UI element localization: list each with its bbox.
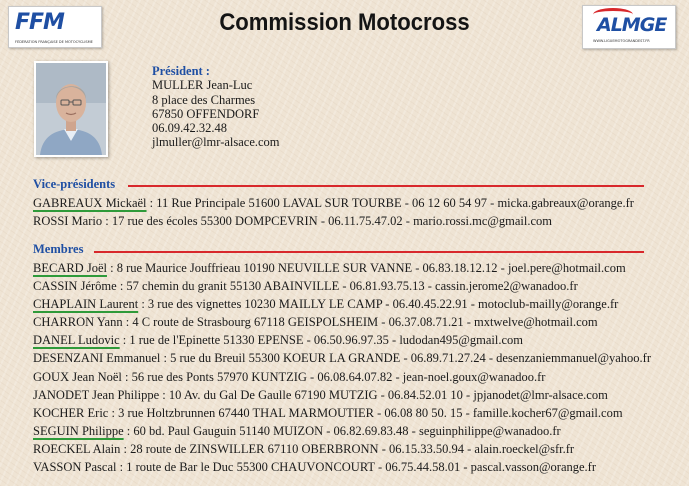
person-details: : 3 rue Holtzbrunnen 67440 THAL MARMOUTIER - 06.08 80 50. 15 - famille.kocher67@gmail.com (108, 405, 623, 420)
member-entry (33, 368, 651, 386)
ffm-logo-tagline: FÉDÉRATION FRANÇAISE DE MOTOCYCLISME (15, 40, 93, 44)
member-entry (33, 349, 651, 367)
person-details: : 5 rue du Breuil 55300 KOEUR LA GRANDE - 06.89.71.27.24 - desenzaniemmanuel@yahoo.fr (160, 351, 651, 366)
ffm-logo-text: FFM (15, 10, 64, 35)
person-name: KOCHER Eric (33, 405, 109, 420)
member-entry (33, 386, 651, 404)
vice-president-entry (33, 194, 634, 212)
president-address-line1: 8 place des Charmes (152, 92, 256, 107)
almge-logo (582, 5, 676, 49)
president-photo (34, 61, 108, 157)
person-details: : 10 Av. du Gal De Gaulle 67190 MUTZIG - 06.84.52.01 10 - jpjanodet@lmr-alsace.com (159, 387, 608, 402)
person-name: ROSSI Mario (33, 214, 103, 229)
members-list (33, 259, 651, 476)
person-name: GOUX Jean Noël (33, 369, 122, 384)
person-details: : 56 rue des Ponts 57970 KUNTZIG - 06.08.64.07.82 - jean-noel.goux@wanadoo.fr (121, 369, 546, 384)
vice-president-entry (33, 212, 634, 230)
member-entry (33, 277, 651, 295)
president-email: jlmuller@lmr-alsace.com (152, 135, 280, 150)
person-name: SEGUIN Philippe (33, 423, 124, 438)
members-divider (94, 251, 644, 253)
person-details: : 4 C route de Strasbourg 67118 GEISPOLSHEIM - 06.37.08.71.21 - mxtwelve@hotmail.com (122, 315, 598, 330)
member-entry (33, 259, 651, 277)
member-entry (33, 440, 651, 458)
person-name: DESENZANI Emmanuel (33, 351, 161, 366)
member-entry (33, 331, 651, 349)
members-heading: Membres (33, 242, 84, 256)
person-details: : 1 rue de l'Epinette 51330 EPENSE - 06.50.96.97.35 - ludodan495@gmail.com (119, 333, 523, 348)
person-details: : 17 rue des écoles 55300 DOMPCEVRIN - 06.11.75.47.02 - mario.rossi.mc@gmail.com (102, 214, 552, 229)
member-entry (33, 295, 651, 313)
almge-logo-text: ALMGE (597, 14, 667, 36)
person-name: VASSON Pascal (33, 460, 117, 475)
person-name: BECARD Joël (33, 261, 107, 275)
person-details: : 3 rue des vignettes 10230 MAILLY LE CAMP - 06.40.45.22.91 - motoclub-mailly@orange.fr (138, 297, 619, 312)
almge-logo-tagline: WWW.LIGUEMOTOGRANDEST.FR (593, 39, 650, 43)
person-name: ROECKEL Alain (33, 441, 121, 456)
member-entry (33, 313, 651, 331)
president-name: MULLER Jean-Luc (152, 78, 253, 93)
person-details: : 11 Rue Principale 51600 LAVAL SUR TOURBE - 06 12 60 54 97 - micka.gabreaux@orange.fr (146, 196, 634, 210)
member-entry (33, 404, 651, 422)
person-details: : 60 bd. Paul Gauguin 51140 MUIZON - 06.82.69.83.48 - seguinphilippe@wanadoo.fr (123, 423, 561, 438)
person-details: : 8 rue Maurice Jouffrieau 10190 NEUVILLE SUR VANNE - 06.83.18.12.12 - joel.pere@hotmail.com (106, 261, 626, 275)
person-details: : 1 route de Bar le Duc 55300 CHAUVONCOURT - 06.75.44.58.01 - pascal.vasson@orange.fr (116, 460, 597, 475)
person-name: GABREAUX Mickaël (33, 196, 147, 210)
vice-presidents-heading: Vice-présidents (33, 177, 116, 191)
portrait-image (36, 63, 106, 155)
president-phone: 06.09.42.32.48 (152, 121, 227, 136)
page-title: Commission Motocross (219, 9, 470, 36)
person-name: DANEL Ludovic (33, 333, 120, 348)
president-address-line2: 67850 OFFENDORF (152, 106, 260, 121)
president-label: Président : (152, 64, 210, 78)
vice-presidents-divider (128, 185, 644, 187)
member-entry (33, 458, 651, 476)
person-details: : 28 route de ZINSWILLER 67110 OBERBRONN - 06.15.33.50.94 - alain.roeckel@sfr.fr (120, 441, 575, 456)
person-name: CHARRON Yann (33, 315, 123, 330)
person-details: : 57 chemin du granit 55130 ABAINVILLE - 06.81.93.75.13 - cassin.jerome2@wanadoo.fr (116, 279, 578, 294)
person-name: JANODET Jean Philippe (33, 387, 160, 402)
person-name: CHAPLAIN Laurent (33, 297, 139, 312)
vice-presidents-list (33, 194, 634, 230)
member-entry (33, 422, 651, 440)
person-name: CASSIN Jérôme (33, 279, 117, 294)
president-block (152, 64, 280, 150)
